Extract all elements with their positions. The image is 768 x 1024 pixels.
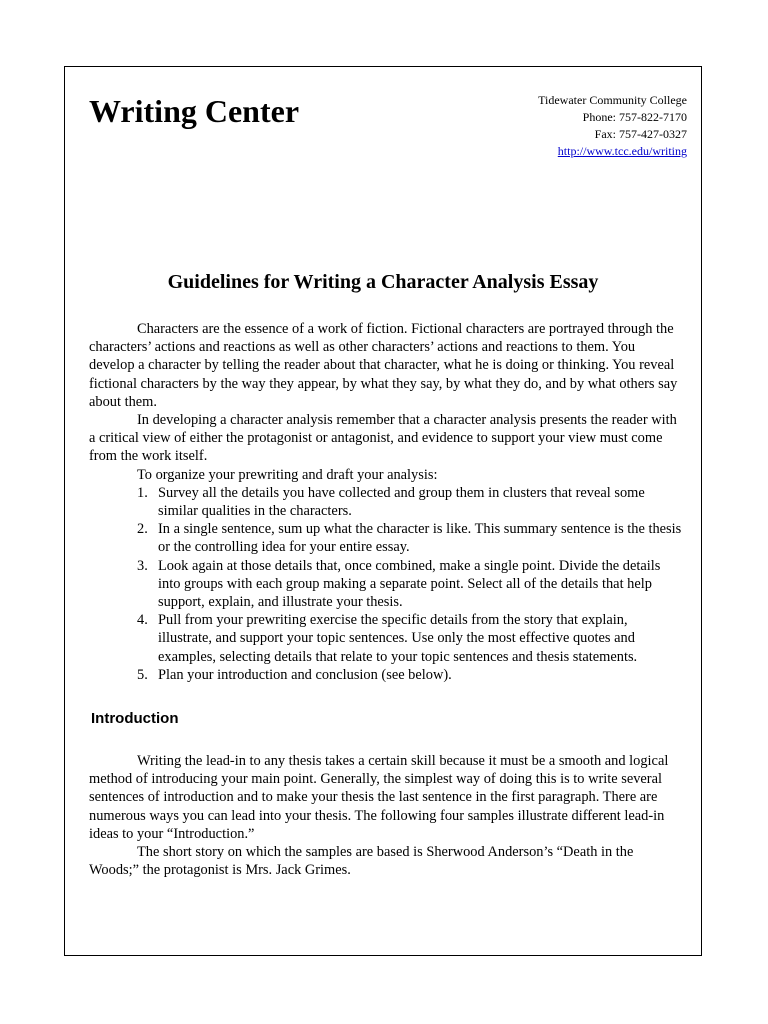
college-name: Tidewater Community College: [538, 93, 687, 107]
introduction-body: [89, 752, 684, 879]
body-paragraph: In developing a character analysis remember that a character analysis presents the reader with a critical view of either the protagonist or antagonist, and evidence to support your view must come from the work itself.: [89, 412, 677, 465]
page-frame: [64, 66, 702, 956]
list-number: 3.: [137, 557, 148, 574]
list-number: 2.: [137, 521, 148, 538]
document-title: Guidelines for Writing a Character Analysis Essay: [167, 271, 599, 293]
list-number: 4.: [137, 612, 148, 629]
steps-list: [89, 484, 684, 684]
intro-paragraph: The short story on which the samples are based is Sherwood Anderson’s “Death in the Woods;” the protagonist is Mrs. Jack Grimes.: [89, 844, 634, 879]
writing-center-title: Writing Center: [89, 93, 300, 129]
fax-number: Fax: 757-427-0327: [594, 127, 687, 141]
body-paragraph: Characters are the essence of a work of fiction. Fictional characters are portrayed through the characters’ actions and reactions as well as other characters’ actions and reactions to them. You develop a character by telling the reader about that character, what he is doing or thinking. You reveal fictional characters by the way they appear, by what they say, by what they do, and by what others say about them.: [89, 321, 678, 410]
list-item-text: Look again at those details that, once combined, make a single point. Divide the details into groups with each group making a separate point. Select all of the details that help support, explain, and illustrate your thesis.: [158, 557, 661, 611]
website-link[interactable]: http://www.tcc.edu/writing: [557, 144, 687, 158]
list-item-text: Survey all the details you have collected and group them in clusters that reveal some similar qualities in the characters.: [158, 484, 645, 520]
contact-block: [538, 92, 687, 160]
list-item: [89, 557, 684, 612]
list-item-text: Plan your introduction and conclusion (see below).: [158, 666, 452, 683]
list-item-text: Pull from your prewriting exercise the specific details from the story that explain, illustrate, and support your topic sentences. Use only the most effective quotes and examples, selecting details that relate to your topic sentences and thesis statements.: [158, 612, 638, 665]
list-number: 5.: [137, 666, 148, 683]
list-item: [89, 484, 684, 520]
body-paragraph: To organize your prewriting and draft your analysis:: [137, 466, 438, 483]
intro-paragraph: Writing the lead-in to any thesis takes a certain skill because it must be a smooth and logical method of introducing your main point. Generally, the simplest way of doing this is to write several sentences of introduction and to make your thesis the last sentence in the first paragraph. There are numerous ways you can lead into your thesis. The following four samples illustrate different lead-in ideas to your “Introduction.”: [89, 753, 669, 842]
list-item-text: In a single sentence, sum up what the character is like. This summary sentence is the thesis or the controlling idea for your entire essay.: [158, 521, 682, 556]
list-item: [89, 611, 684, 666]
list-number: 1.: [137, 484, 148, 501]
phone-number: Phone: 757-822-7170: [582, 110, 687, 124]
introduction-heading: Introduction: [91, 710, 179, 727]
list-item: [89, 520, 684, 556]
list-item: [89, 666, 684, 684]
document-body: [89, 320, 684, 684]
